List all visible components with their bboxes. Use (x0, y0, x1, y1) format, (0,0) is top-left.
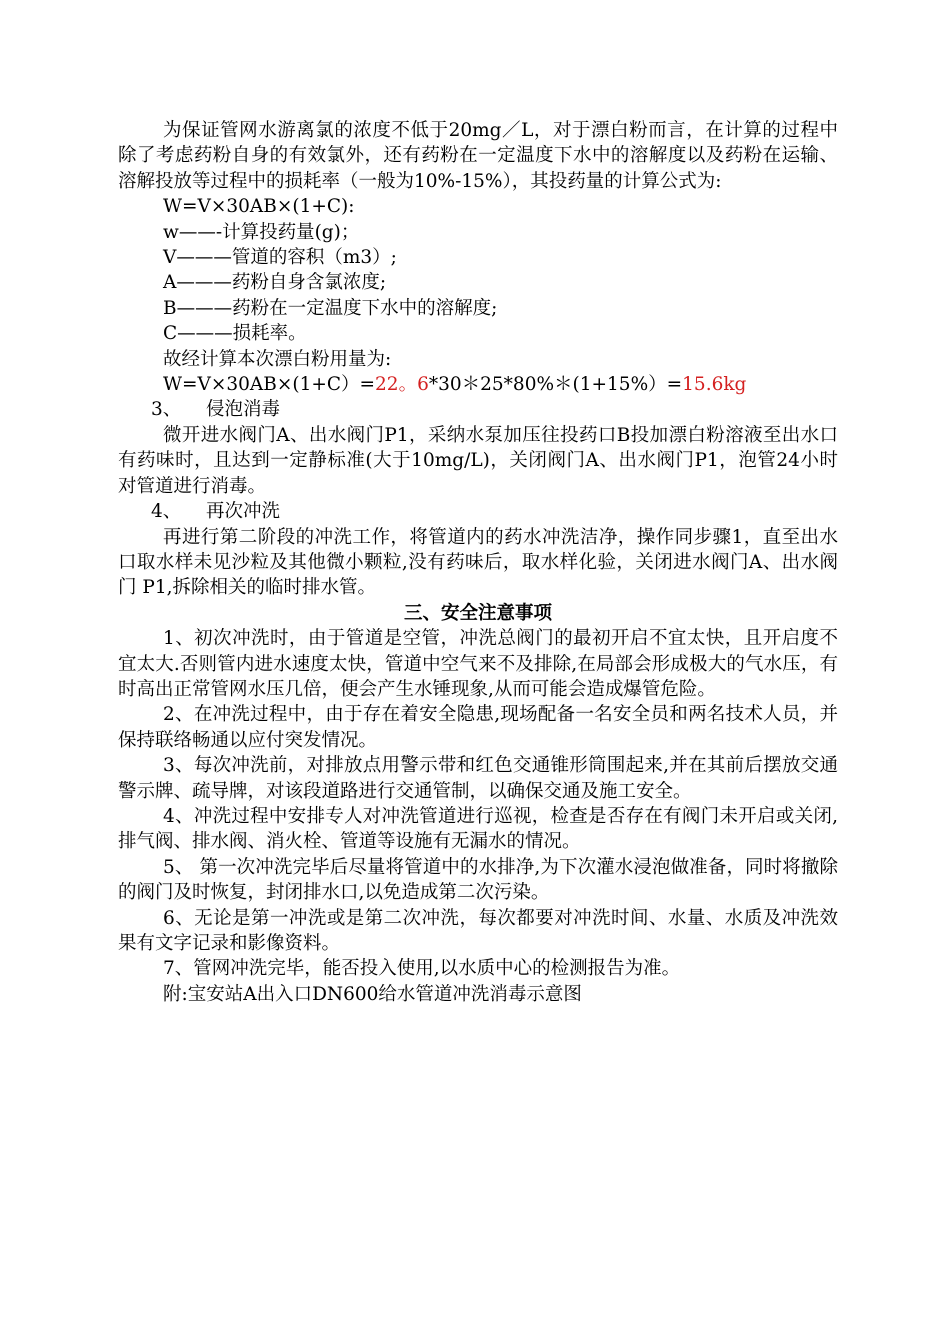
formula-definition-c: C———损耗率。 (163, 323, 307, 345)
step3-body: 微开进水阀门A、出水阀门P1，采纳水泵加压往投药口B投加漂白粉溶液至出水口有药味时，且达到一定静标准(大于10mg/L)，关闭阀门A、出水阀门P1，泡管24小时对管道进行消毒。 (118, 424, 838, 497)
calculation-line (118, 372, 838, 397)
document-body (118, 118, 838, 1007)
formula-definition-a: A———药粉自身含氯浓度; (163, 272, 387, 294)
safety-item: 5、 第一次冲洗完毕后尽量将管道中的水排净,为下次灌水浸泡做准备，同时将撤除的阀门及时恢复，封闭排水口,以免造成第二次污染。 (118, 856, 838, 904)
step4-number: 4、 (151, 501, 182, 523)
calculation-intro: 故经计算本次漂白粉用量为: (163, 348, 392, 370)
dosage-formula: W=V×30AB×(1+C): (163, 196, 355, 218)
step3-heading (118, 397, 838, 422)
section-title: 三、安全注意事项 (403, 602, 552, 624)
step4-heading (118, 499, 838, 524)
safety-item: 7、管网冲洗完毕，能否投入使用,以水质中心的检测报告为准。 (163, 958, 681, 980)
safety-item: 4、冲洗过程中安排专人对冲洗管道进行巡视，检查是否存在有阀门未开启或关闭,排气阀、排水阀、消火栓、管道等设施有无漏水的情况。 (118, 805, 838, 853)
step4-body: 再进行第二阶段的冲洗工作，将管道内的药水冲洗洁净，操作同步骤1，直至出水口取水样未见沙粒及其他微小颗粒,没有药味后，取水样化验，关闭进水阀门A、出水阀门 P1,拆除相关的临时排水管。 (118, 526, 838, 599)
safety-item: 2、在冲洗过程中，由于存在着安全隐患,现场配备一名安全员和两名技术人员，并保持联络畅通以应付突发情况。 (118, 704, 838, 751)
calculation-value-highlight: 22。6 (375, 374, 429, 396)
formula-definition-v: V———管道的容积（m3）; (163, 247, 397, 269)
step4-title: 再次冲洗 (206, 501, 281, 523)
appendix-note: 附:宝安站A出入口DN600给水管道冲洗消毒示意图 (163, 983, 582, 1005)
formula-definition-w: w——-计算投药量(g)； (163, 221, 360, 243)
calculation-prefix: W=V×30AB×(1+C）= (163, 374, 376, 396)
calculation-result-highlight: 15.6kg (682, 374, 747, 396)
safety-item: 1、初次冲洗时，由于管道是空管，冲洗总阀门的最初开启不宜太快，且开启度不宜太大.否则管内进水速度太快，管道中空气来不及排除,在局部会形成极大的气水压，有时高出正常管网水压几倍，便会产生水锤现象,从而可能会造成爆管危险。 (118, 628, 838, 700)
safety-item: 3、每次冲洗前，对排放点用警示带和红色交通锥形筒围起来,并在其前后摆放交通警示牌、疏导牌，对该段道路进行交通管制，以确保交通及施工安全。 (118, 755, 838, 802)
calculation-middle: *30＊25*80%＊(1+15%）= (428, 374, 683, 396)
step3-title: 侵泡消毒 (206, 399, 281, 421)
formula-definition-b: B———药粉在一定温度下水中的溶解度; (163, 297, 498, 319)
step3-number: 3、 (151, 399, 182, 421)
safety-item: 6、无论是第一冲洗或是第二次冲洗，每次都要对冲洗时间、水量、水质及冲洗效果有文字记录和影像资料。 (118, 907, 838, 954)
intro-paragraph: 为保证管网水游离氯的浓度不低于20mg／L，对于漂白粉而言，在计算的过程中除了考虑药粉自身的有效氯外，还有药粉在一定温度下水中的溶解度以及药粉在运输、溶解投放等过程中的损耗率（一般为10%-15%），其投药量的计算公式为: (118, 120, 838, 192)
